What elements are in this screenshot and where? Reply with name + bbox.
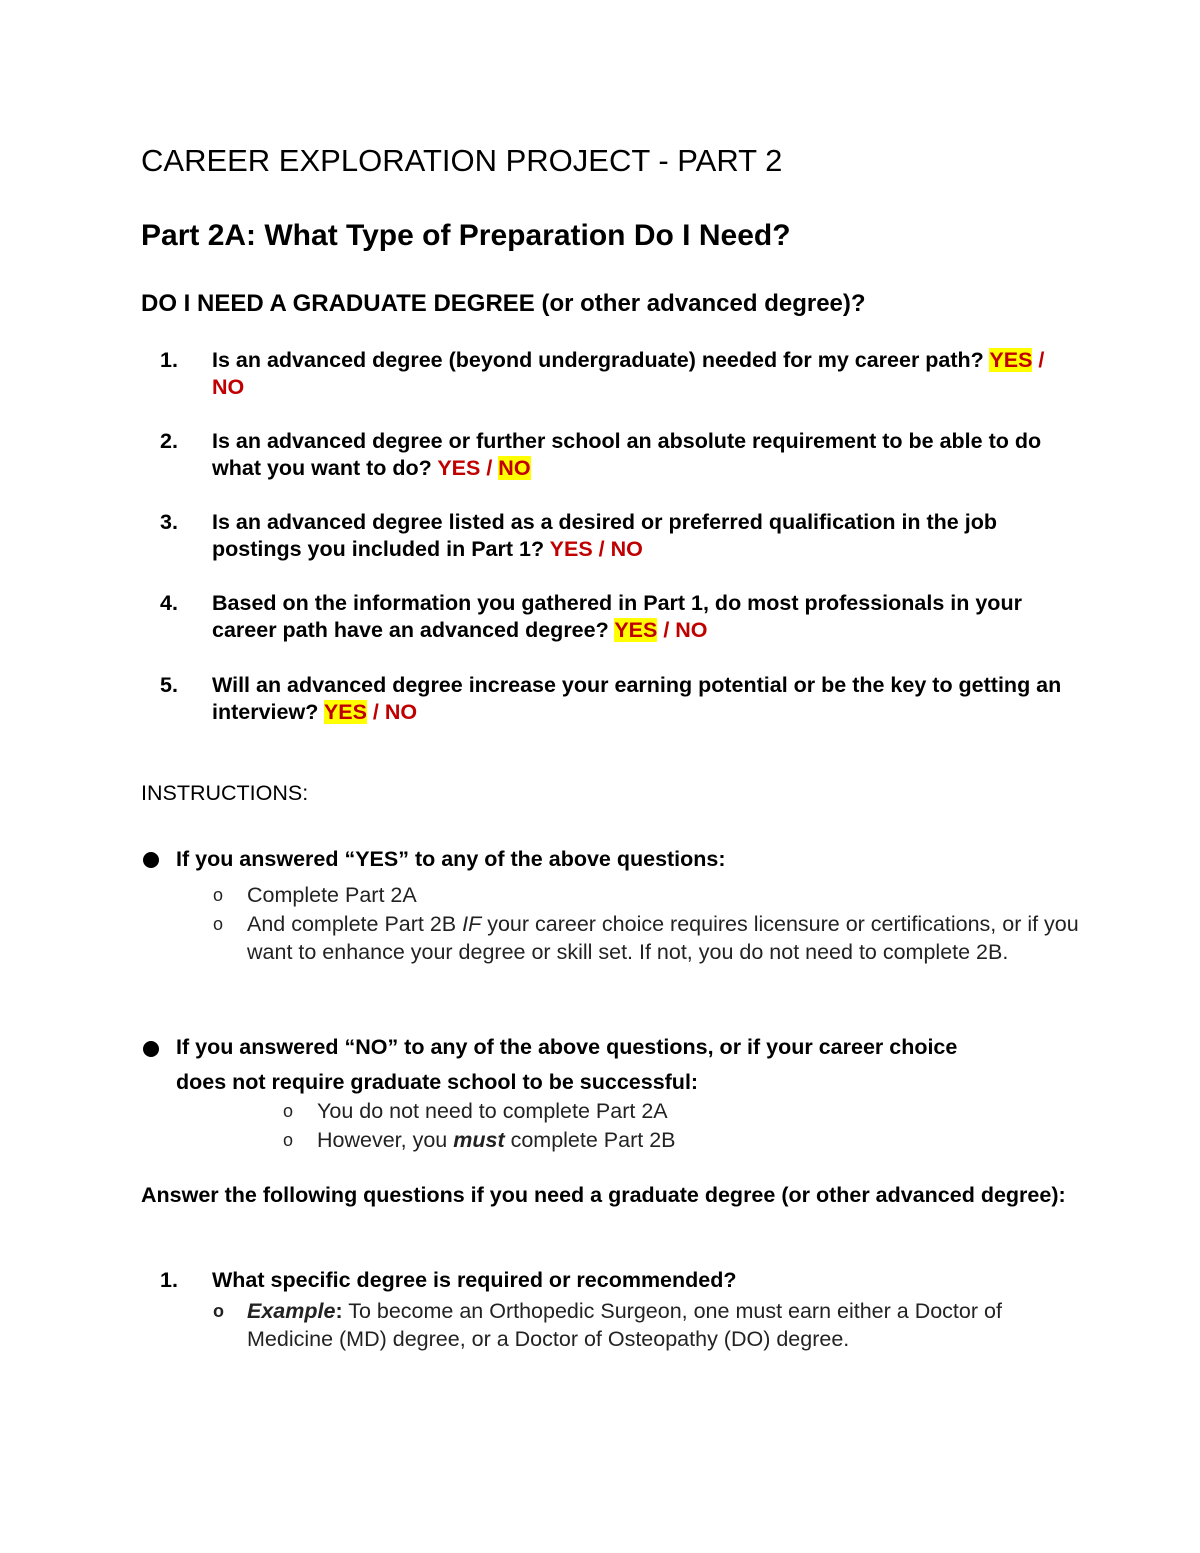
answer-intro: Answer the following questions if you need a graduate degree (or other advanced degree): (141, 1183, 1066, 1207)
sub-text-part: your career choice requires licensure or certifications, or if you want to enhance your degree or skill set. If not, you do not need to complete 2B. (247, 912, 1079, 964)
instructions-label: INSTRUCTIONS: (141, 781, 309, 805)
sub-item (283, 1126, 1083, 1154)
sub-item (213, 881, 1093, 909)
no-option: NO (610, 537, 643, 561)
sub-marker: o (213, 885, 224, 905)
example-body: To become an Orthopedic Surgeon, one must earn either a Doctor of Medicine (MD) degree, or a Doctor of Osteopathy (DO) degree. (247, 1299, 1002, 1351)
question-label: Based on the information you gathered in Part 1, do most professionals in your career path have an advanced degree? (212, 591, 1022, 642)
example-label: Example (247, 1299, 336, 1323)
yes-option: YES (989, 348, 1033, 372)
question-text (212, 428, 1082, 482)
question-item (160, 590, 1080, 646)
question-text (212, 347, 1082, 401)
question-text (212, 672, 1082, 726)
sub-text: Complete Part 2A (247, 883, 417, 907)
no-option: NO (212, 375, 245, 399)
question-label: Is an advanced degree (beyond undergraduate) needed for my career path? (212, 348, 990, 372)
sub-text (317, 1126, 1157, 1154)
separator: / (366, 700, 385, 724)
bullet-yes-heading: If you answered “YES” to any of the above questions: (176, 847, 726, 871)
yes-option: YES (323, 700, 367, 724)
page-subtitle: Part 2A: What Type of Preparation Do I Need? (141, 219, 791, 252)
question-number: 5. (160, 673, 178, 697)
bullet-no-heading-line1: If you answered “NO” to any of the above questions, or if your career choice (176, 1035, 958, 1059)
question-number: 3. (160, 510, 178, 534)
sub-marker: o (283, 1101, 294, 1121)
bullet-no-heading-line2: does not require graduate school to be successful: (176, 1070, 699, 1094)
question-label: Will an advanced degree increase your earning potential or be the key to getting an interview? (212, 673, 1062, 724)
no-option: NO (384, 700, 418, 724)
question-number: 4. (160, 591, 178, 615)
sub-item (283, 1097, 1083, 1125)
answer-question-item (160, 1267, 1080, 1295)
question-text (212, 590, 1082, 644)
question-item (160, 672, 1080, 728)
sub-marker: o (213, 1301, 224, 1321)
question-number: 2. (160, 429, 178, 453)
no-option: NO (675, 618, 708, 642)
question-label: Is an advanced degree listed as a desired or preferred qualification in the job postings you included in Part 1? (212, 510, 997, 561)
bullet-icon (143, 1041, 159, 1057)
question-label: Is an advanced degree or further school an absolute requirement to be able to do what you want to do? (212, 429, 1042, 480)
question-number: 1. (160, 348, 178, 372)
separator: / (480, 456, 499, 480)
sub-marker: o (283, 1130, 294, 1150)
question-item (160, 428, 1080, 484)
separator: / (1032, 348, 1045, 372)
sub-text-part: And complete Part 2B (247, 912, 463, 936)
yes-option: YES (614, 618, 658, 642)
question-text: What specific degree is required or recommended? (212, 1268, 737, 1292)
example-colon: : (335, 1299, 343, 1323)
separator: / (657, 618, 676, 642)
question-item (160, 509, 1080, 565)
bullet-icon (143, 852, 159, 868)
separator: / (592, 537, 611, 561)
section-heading: DO I NEED A GRADUATE DEGREE (or other advanced degree)? (141, 290, 866, 317)
question-text (212, 509, 1082, 563)
sub-text-part: However, you (317, 1128, 454, 1152)
example-item (213, 1297, 1093, 1353)
page-title: CAREER EXPLORATION PROJECT - PART 2 (141, 143, 783, 178)
sub-text: You do not need to complete Part 2A (317, 1099, 668, 1123)
if-emphasis: IF (462, 912, 482, 936)
must-emphasis: must (453, 1128, 505, 1152)
yes-option: YES (437, 456, 481, 480)
sub-marker: o (213, 914, 224, 934)
question-item (160, 347, 1080, 403)
sub-item (213, 910, 1093, 994)
question-number: 1. (160, 1268, 178, 1292)
example-text (247, 1297, 1087, 1353)
sub-text (247, 910, 1087, 966)
yes-option: YES (549, 537, 593, 561)
sub-text-part: complete Part 2B (504, 1128, 676, 1152)
no-option: NO (498, 456, 531, 480)
